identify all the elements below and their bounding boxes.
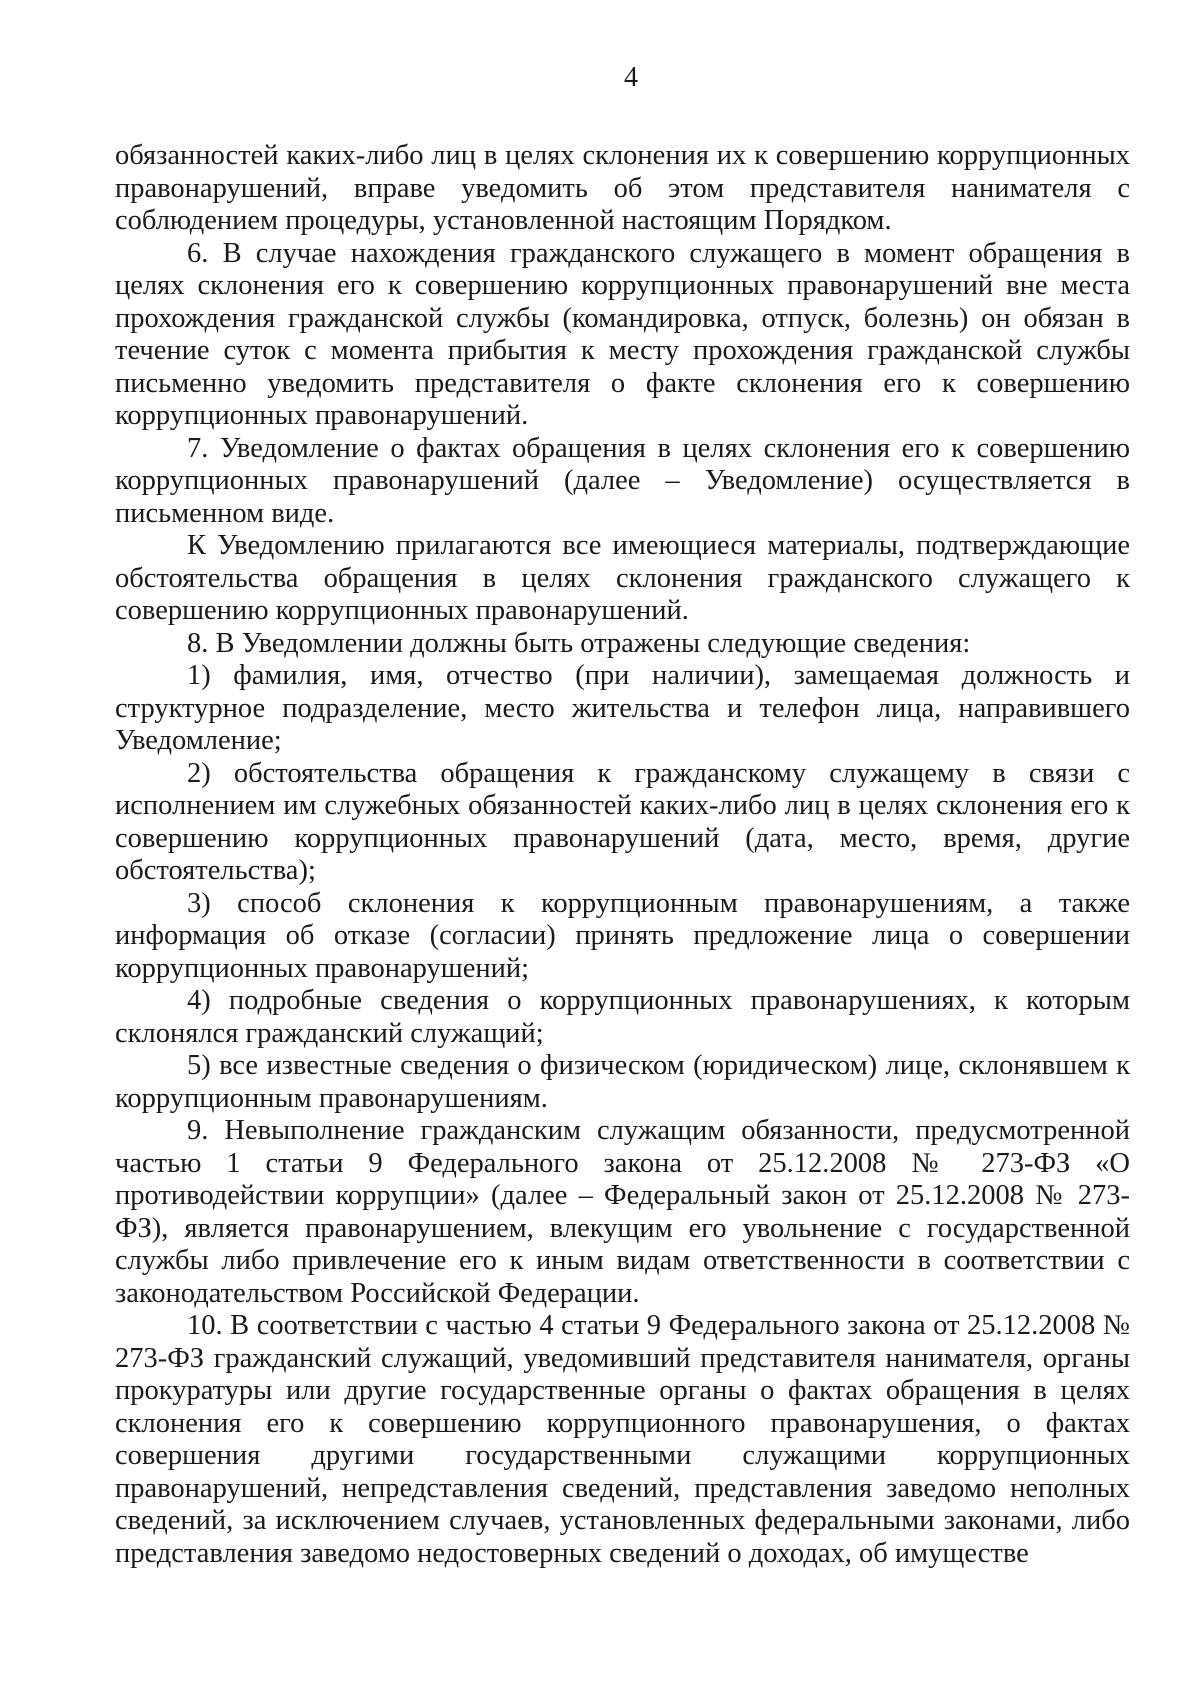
paragraph-item-10: 10. В соответствии с частью 4 статьи 9 Федерального закона от 25.12.2008 № 273-ФЗ гражданский служащий, уведомивший представителя нанимателя, органы прокуратуры или другие государственные органы о фактах обращения в целях склонения его к совершению коррупционного правонарушения, о фактах совершения другими государственными служащими коррупционных правонарушений, непредставления сведений, представления заведомо неполных сведений, за исключением случаев, установленных федеральными законами, либо представления заведомо недостоверных сведений о доходах, об имуществе — [115, 1310, 1130, 1569]
paragraph-item-8-2: 2) обстоятельства обращения к гражданскому служащему в связи с исполнением им служебных обязанностей каких-либо лиц в целях склонения его к совершению коррупционных правонарушений (дата, место, время, другие обстоятельства); — [115, 757, 1130, 886]
paragraph-continuation: обязанностей каких-либо лиц в целях склонения их к совершению коррупционных правонарушений, вправе уведомить об этом представителя нанимателя с соблюдением процедуры, установленной настоящим Порядком. — [115, 140, 1130, 236]
paragraph-item-7-attachments: К Уведомлению прилагаются все имеющиеся материалы, подтверждающие обстоятельства обращения в целях склонения гражданского служащего к совершению коррупционных правонарушений. — [115, 530, 1130, 626]
paragraph-item-8-3: 3) способ склонения к коррупционным правонарушениям, а также информация об отказе (согласии) принять предложение лица о совершении коррупционных правонарушений; — [115, 887, 1130, 984]
document-body — [115, 140, 1130, 1570]
page-number: 4 — [624, 62, 638, 93]
paragraph-item-7: 7. Уведомление о фактах обращения в целях склонения его к совершению коррупционных правонарушений (далее – Уведомление) осуществляется в письменном виде. — [115, 432, 1130, 529]
paragraph-item-8-5: 5) все известные сведения о физическом (юридическом) лице, склонявшем к коррупционным правонарушениям. — [115, 1050, 1130, 1114]
paragraph-item-8: 8. В Уведомлении должны быть отражены следующие сведения: — [187, 627, 971, 659]
paragraph-item-6: 6. В случае нахождения гражданского служащего в момент обращения в целях склонения его к совершению коррупционных правонарушений вне места прохождения гражданской службы (командировка, отпуск, болезнь) он обязан в течение суток с момента прибытия к месту прохождения гражданской службы письменно уведомить представителя о факте склонения его к совершению коррупционных правонарушений. — [115, 237, 1130, 431]
paragraph-item-9: 9. Невыполнение гражданским служащим обязанности, предусмотренной частью 1 статьи 9 Федерального закона от 25.12.2008 № 273-ФЗ «О противодействии коррупции» (далее – Федеральный закон от 25.12.2008 № 273-ФЗ), является правонарушением, влекущим его увольнение с государственной службы либо привлечение его к иным видам ответственности в соответствии с законодательством Российской Федерации. — [115, 1115, 1130, 1309]
paragraph-item-8-1: 1) фамилия, имя, отчество (при наличии), замещаемая должность и структурное подразделение, место жительства и телефон лица, направившего Уведомление; — [115, 660, 1130, 756]
paragraph-item-8-4: 4) подробные сведения о коррупционных правонарушениях, к которым склонялся гражданский служащий; — [115, 985, 1130, 1049]
